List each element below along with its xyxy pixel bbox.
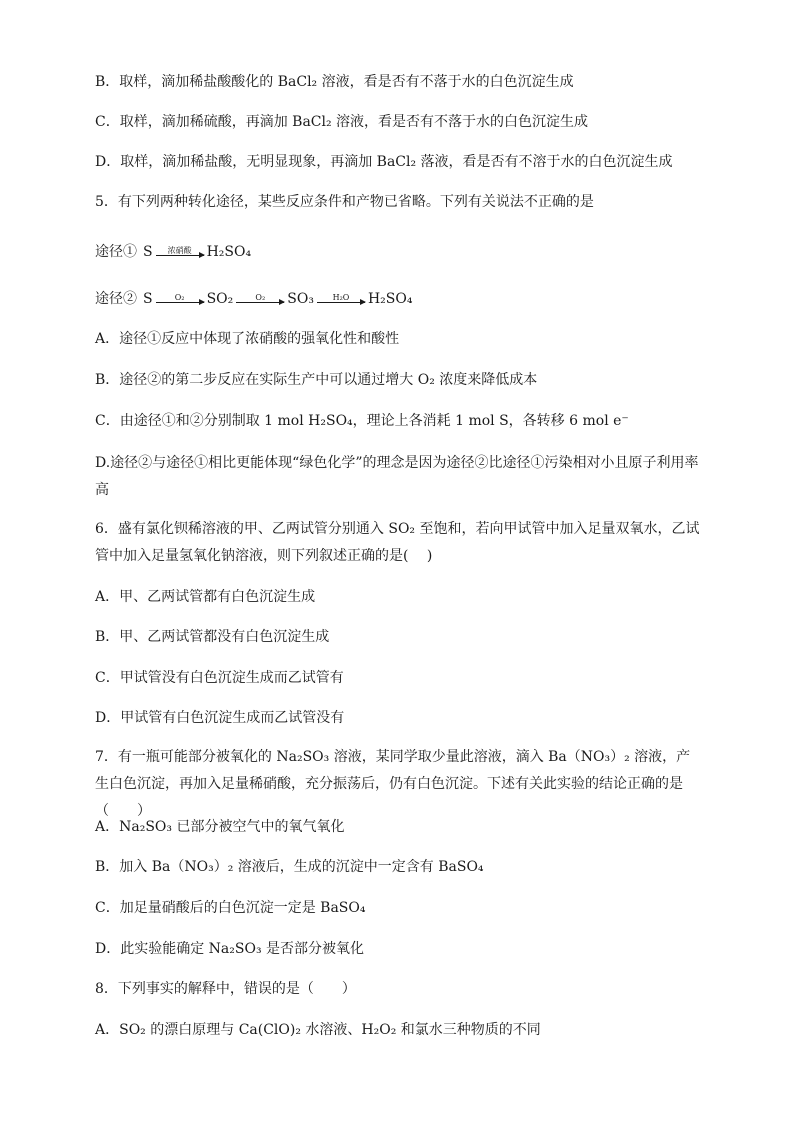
route-2-label: 途径② (95, 291, 137, 307)
arrow-icon (156, 302, 204, 303)
reaction-arrow (236, 293, 284, 303)
arrow-condition: H₂O (332, 293, 350, 302)
q4-option-b: B．取样，滴加稀盐酸酸化的 BaCl₂ 溶液，看是否有不落于水的白色沉淀生成 (95, 74, 574, 90)
route-2 (95, 289, 412, 309)
q7-option-c: C．加足量硝酸后的白色沉淀一定是 BaSO₄ (95, 900, 366, 916)
arrow-icon (156, 255, 204, 256)
route-2-intermediate-2: SO₃ (287, 291, 314, 307)
route-1-product: H₂SO₄ (206, 244, 252, 260)
arrow-condition: O₂ (174, 293, 185, 302)
arrow-icon (317, 302, 365, 303)
route-2-start: S (143, 291, 153, 307)
q7-option-b: B．加入 Ba（NO₃）₂ 溶液后，生成的沉淀中一定含有 BaSO₄ (95, 859, 484, 875)
reaction-arrow (156, 246, 204, 256)
route-2-intermediate-1: SO₂ (206, 291, 234, 307)
q4-option-d: D．取样，滴加稀盐酸，无明显现象，再滴加 BaCl₂ 落液，看是否有不溶于水的白色沉淀生成 (95, 154, 673, 170)
q7-option-d: D．此实验能确定 Na₂SO₃ 是否部分被氧化 (95, 941, 365, 957)
route-1-start: S (143, 244, 153, 260)
q8-option-a: A．SO₂ 的漂白原理与 Ca(ClO)₂ 水溶液、H₂O₂ 和氯水三种物质的不同 (95, 1022, 541, 1038)
q6-option-b: B．甲、乙两试管都没有白色沉淀生成 (95, 629, 330, 645)
route-1 (95, 242, 251, 262)
q5-option-c: C．由途径①和②分别制取 1 mol H₂SO₄，理论上各消耗 1 mol S，各转移 6 mol e⁻ (95, 413, 629, 429)
route-1-label: 途径① (95, 244, 137, 260)
q6-option-a: A．甲、乙两试管都有白色沉淀生成 (95, 589, 316, 605)
reaction-arrow (156, 293, 204, 303)
arrow-icon (236, 302, 284, 303)
reaction-arrow (317, 293, 365, 303)
q5-option-a: A．途径①反应中体现了浓硝酸的强氧化性和酸性 (95, 331, 400, 347)
q8-stem: 8．下列事实的解释中，错误的是（ ） (95, 981, 356, 997)
q6-option-d: D．甲试管有白色沉淀生成而乙试管没有 (95, 710, 345, 726)
arrow-condition: 浓硝酸 (167, 246, 192, 255)
q7-stem: 7．有一瓶可能部分被氧化的 Na₂SO₃ 溶液，某同学取少量此溶液，滴入 Ba（NO₃）₂ 溶液，产生白色沉淀，再加入足量稀硝酸，充分振荡后，仍有白色沉淀。下述有关此实验的结论正确的是（ ） (95, 749, 691, 819)
q6-option-c: C．甲试管没有白色沉淀生成而乙试管有 (95, 670, 344, 686)
q5-option-d: D.途径②与途径①相比更能体现“绿色化学”的理念是因为途径②比途径①污染相对小且原子利用率高 (95, 455, 699, 498)
q4-option-c: C．取样，滴加稀硫酸，再滴加 BaCl₂ 溶液，看是否有不落于水的白色沉淀生成 (95, 114, 589, 130)
arrow-condition: O₂ (255, 293, 266, 302)
q6-stem: 6．盛有氯化钡稀溶液的甲、乙两试管分别通入 SO₂ 至饱和，若向甲试管中加入足量双氧水，乙试管中加入足量氢氧化钠溶液，则下列叙述正确的是( ) (95, 521, 700, 564)
route-2-product: H₂SO₄ (367, 291, 413, 307)
q7-option-a: A．Na₂SO₃ 已部分被空气中的氧气氧化 (95, 819, 345, 835)
q5-stem: 5．有下列两种转化途径，某些反应条件和产物已省略。下列有关说法不正确的是 (95, 194, 594, 210)
q5-option-b: B．途径②的第二步反应在实际生产中可以通过增大 O₂ 浓度来降低成本 (95, 372, 538, 388)
